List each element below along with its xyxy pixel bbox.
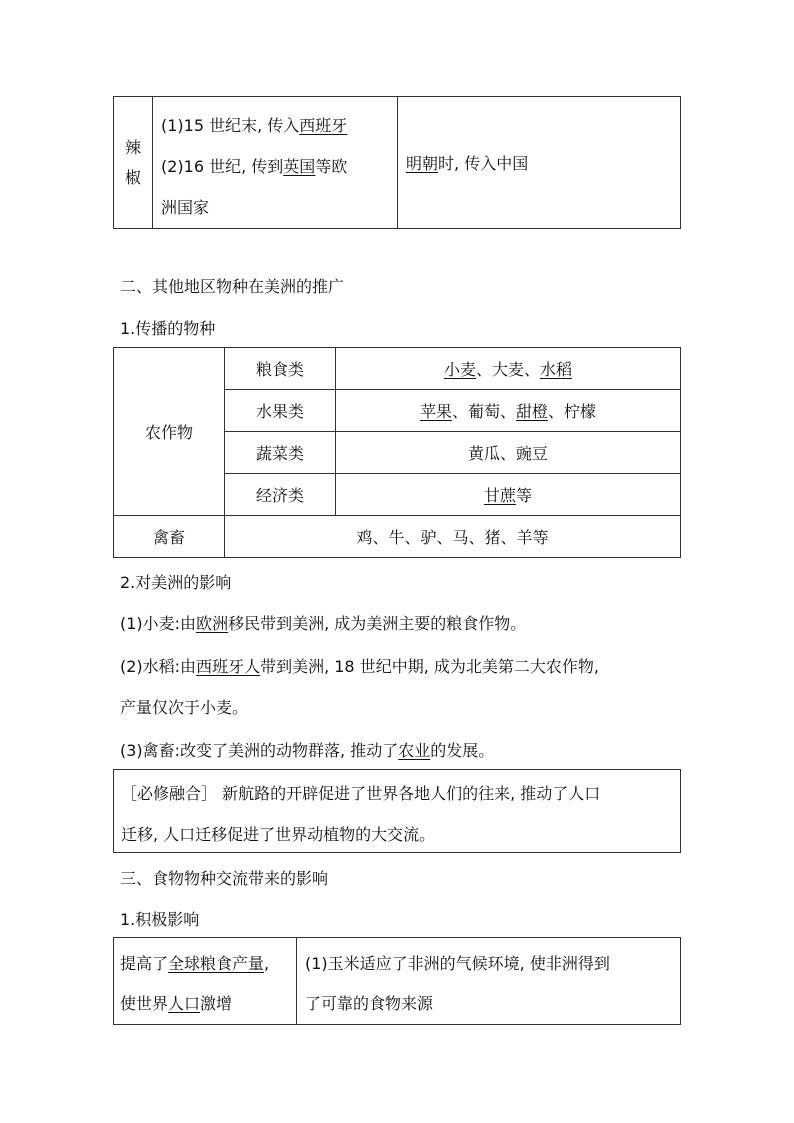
britain-answer: 英国 xyxy=(283,157,316,176)
crop-cat-vegetable: 蔬菜类 xyxy=(225,432,336,474)
impact-right-line-2: 了可靠的食物来源 xyxy=(305,994,434,1013)
impact-table xyxy=(113,937,681,1025)
spain-answer: 西班牙 xyxy=(299,116,348,135)
integration-line-1: ［必修融合］ 新航路的开辟促进了世界各地人们的往来, 推动了人口 xyxy=(121,784,601,803)
pepper-table xyxy=(113,96,681,229)
crop-cat-cash: 经济类 xyxy=(225,474,336,516)
impact-right-line-1: (1)玉米适应了非洲的气候环境, 使非洲得到 xyxy=(305,954,610,973)
crop-cash: 甘蔗等 xyxy=(336,474,681,516)
species-table xyxy=(113,347,681,558)
livestock-list: 鸡、牛、驴、马、猪、羊等 xyxy=(225,516,681,558)
pepper-line-2: (2)16 世纪, 传到英国等欧 xyxy=(161,157,348,176)
crop-vegetable: 黄瓜、豌豆 xyxy=(336,432,681,474)
crop-grain: 小麦、大麦、水稻 xyxy=(336,348,681,390)
ming-answer: 明朝 xyxy=(406,154,439,173)
impact-rice-cont: 产量仅次于小麦。 xyxy=(120,698,249,717)
section-3-heading: 三、食物物种交流带来的影响 xyxy=(120,869,329,888)
impact-left-line-1: 提高了全球粮食产量, xyxy=(120,954,270,973)
crops-label: 农作物 xyxy=(114,348,225,516)
crop-fruit: 苹果、葡萄、甜橙、柠檬 xyxy=(336,390,681,432)
section-2-heading: 二、其他地区物种在美洲的推广 xyxy=(120,277,345,296)
impact-rice: (2)水稻:由西班牙人带到美洲, 18 世纪中期, 成为北美第二大农作物, xyxy=(120,657,599,676)
pepper-name-cell xyxy=(114,97,153,229)
pepper-char-1: 辣 xyxy=(124,137,141,157)
section-2-sub-1: 1.传播的物种 xyxy=(120,319,216,338)
pepper-char-2: 椒 xyxy=(124,167,141,187)
section-3-sub-1: 1.积极影响 xyxy=(120,910,200,929)
integration-box xyxy=(113,769,681,853)
impact-right-cell xyxy=(297,938,681,1025)
crop-cat-fruit: 水果类 xyxy=(225,390,336,432)
impact-wheat: (1)小麦:由欧洲移民带到美洲, 成为美洲主要的粮食作物。 xyxy=(120,614,527,633)
pepper-line-3: 洲国家 xyxy=(161,198,210,217)
pepper-europe-cell xyxy=(153,97,398,229)
livestock-label: 禽畜 xyxy=(114,516,225,558)
pepper-china-cell: 明朝时, 传入中国 xyxy=(398,97,681,229)
section-2-sub-2: 2.对美洲的影响 xyxy=(120,573,232,592)
impact-livestock: (3)禽畜:改变了美洲的动物群落, 推动了农业的发展。 xyxy=(120,741,495,760)
pepper-line-1: (1)15 世纪末, 传入西班牙 xyxy=(161,116,348,135)
impact-left-cell xyxy=(114,938,297,1025)
integration-line-2: 迁移, 人口迁移促进了世界动植物的大交流。 xyxy=(121,825,436,844)
impact-left-line-2: 使世界人口激增 xyxy=(120,994,233,1013)
crop-cat-grain: 粮食类 xyxy=(225,348,336,390)
